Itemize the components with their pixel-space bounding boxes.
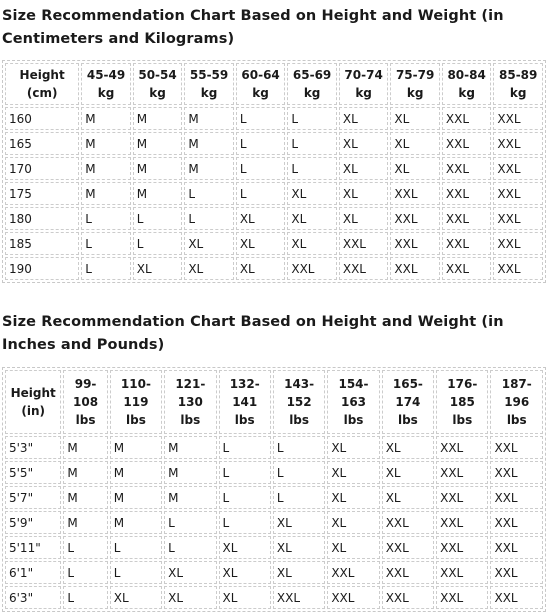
height-cell: 160 xyxy=(5,107,79,130)
weight-column-header: 110-119 lbs xyxy=(110,370,162,434)
height-column-header: Height (cm) xyxy=(5,63,79,105)
size-cell: XXL xyxy=(490,486,543,509)
size-cell: M xyxy=(164,436,216,459)
table-row xyxy=(5,232,543,255)
size-cell: M xyxy=(81,182,131,205)
weight-column-header: 187-196 lbs xyxy=(490,370,543,434)
size-cell: XXL xyxy=(493,182,543,205)
size-cell: XXL xyxy=(442,232,492,255)
size-cell: M xyxy=(164,461,216,484)
height-cell: 5'5" xyxy=(5,461,61,484)
size-cell: XL xyxy=(382,436,434,459)
size-cell: L xyxy=(236,182,286,205)
size-cell: L xyxy=(63,561,107,584)
weight-column-header: 165-174 lbs xyxy=(382,370,434,434)
size-cell: XXL xyxy=(490,461,543,484)
size-cell: XL xyxy=(327,461,379,484)
size-cell: M xyxy=(110,511,162,534)
table-row xyxy=(5,182,543,205)
size-cell: M xyxy=(63,461,107,484)
size-cell: M xyxy=(63,486,107,509)
cm-size-table xyxy=(2,60,546,283)
weight-column-header: 121-130 lbs xyxy=(164,370,216,434)
height-cell: 5'7" xyxy=(5,486,61,509)
size-cell: XXL xyxy=(490,536,543,559)
size-cell: M xyxy=(133,107,183,130)
size-cell: L xyxy=(63,586,107,609)
size-cell: XL xyxy=(339,132,389,155)
size-cell: XXL xyxy=(490,586,543,609)
size-cell: XL xyxy=(236,257,286,280)
size-cell: XXL xyxy=(442,157,492,180)
size-cell: M xyxy=(184,132,234,155)
size-cell: M xyxy=(110,486,162,509)
size-cell: L xyxy=(133,232,183,255)
size-cell: M xyxy=(164,486,216,509)
size-cell: XXL xyxy=(287,257,337,280)
size-cell: M xyxy=(81,157,131,180)
table-row xyxy=(5,157,543,180)
size-cell: XL xyxy=(327,511,379,534)
weight-column-header: 60-64 kg xyxy=(236,63,286,105)
size-cell: XXL xyxy=(339,257,389,280)
size-cell: L xyxy=(110,536,162,559)
height-cell: 175 xyxy=(5,182,79,205)
size-cell: M xyxy=(184,107,234,130)
size-cell: XXL xyxy=(382,511,434,534)
size-cell: XXL xyxy=(436,461,488,484)
size-cell: L xyxy=(236,157,286,180)
size-cell: XXL xyxy=(442,107,492,130)
table-row xyxy=(5,257,543,280)
size-cell: XXL xyxy=(382,586,434,609)
size-cell: L xyxy=(219,461,271,484)
size-cell: XXL xyxy=(390,207,440,230)
weight-column-header: 50-54 kg xyxy=(133,63,183,105)
size-cell: XL xyxy=(382,486,434,509)
size-cell: XL xyxy=(184,257,234,280)
size-cell: L xyxy=(110,561,162,584)
table-row xyxy=(5,561,543,584)
size-cell: XXL xyxy=(436,486,488,509)
size-cell: L xyxy=(236,132,286,155)
height-cell: 190 xyxy=(5,257,79,280)
height-cell: 185 xyxy=(5,232,79,255)
size-cell: XL xyxy=(219,536,271,559)
size-cell: XL xyxy=(236,232,286,255)
size-cell: XXL xyxy=(390,257,440,280)
size-cell: XL xyxy=(219,586,271,609)
size-cell: L xyxy=(164,536,216,559)
size-cell: XL xyxy=(287,232,337,255)
size-cell: XXL xyxy=(442,132,492,155)
size-cell: M xyxy=(63,511,107,534)
table-row xyxy=(5,132,543,155)
size-cell: XL xyxy=(219,561,271,584)
weight-column-header: 65-69 kg xyxy=(287,63,337,105)
size-cell: XL xyxy=(287,182,337,205)
height-cell: 5'9" xyxy=(5,511,61,534)
size-cell: XXL xyxy=(273,586,325,609)
table-row xyxy=(5,511,543,534)
size-cell: XXL xyxy=(382,561,434,584)
table-row xyxy=(5,207,543,230)
weight-column-header: 80-84 kg xyxy=(442,63,492,105)
size-cell: L xyxy=(273,486,325,509)
table-row xyxy=(5,536,543,559)
size-cell: XL xyxy=(390,132,440,155)
size-cell: XL xyxy=(339,207,389,230)
size-cell: L xyxy=(81,207,131,230)
size-cell: XL xyxy=(236,207,286,230)
size-cell: XXL xyxy=(493,257,543,280)
weight-column-header: 154-163 lbs xyxy=(327,370,379,434)
size-cell: XL xyxy=(327,486,379,509)
height-cell: 165 xyxy=(5,132,79,155)
size-cell: XXL xyxy=(390,182,440,205)
size-cell: M xyxy=(63,436,107,459)
size-cell: XXL xyxy=(442,257,492,280)
size-cell: XXL xyxy=(493,207,543,230)
size-cell: M xyxy=(81,107,131,130)
size-cell: XXL xyxy=(490,561,543,584)
table-row xyxy=(5,586,543,609)
size-cell: XXL xyxy=(493,107,543,130)
size-cell: L xyxy=(273,461,325,484)
table-row xyxy=(5,107,543,130)
weight-column-header: 99-108 lbs xyxy=(63,370,107,434)
size-cell: L xyxy=(184,182,234,205)
size-cell: XXL xyxy=(490,436,543,459)
height-cell: 6'1" xyxy=(5,561,61,584)
size-cell: XL xyxy=(339,107,389,130)
size-cell: XL xyxy=(382,461,434,484)
height-column-header: Height (in) xyxy=(5,370,61,434)
size-cell: M xyxy=(133,182,183,205)
size-cell: XL xyxy=(327,536,379,559)
size-cell: XXL xyxy=(436,536,488,559)
weight-column-header: 70-74 kg xyxy=(339,63,389,105)
size-cell: M xyxy=(133,132,183,155)
height-cell: 5'11" xyxy=(5,536,61,559)
size-cell: L xyxy=(81,257,131,280)
size-cell: XXL xyxy=(442,182,492,205)
table-header-row xyxy=(5,370,543,434)
weight-column-header: 143-152 lbs xyxy=(273,370,325,434)
size-cell: L xyxy=(63,536,107,559)
table-row xyxy=(5,436,543,459)
size-cell: L xyxy=(273,436,325,459)
size-cell: L xyxy=(287,157,337,180)
in-chart-title: Size Recommendation Chart Based on Height and Weight (in Inches and Pounds) xyxy=(2,314,504,353)
size-cell: XXL xyxy=(436,511,488,534)
height-cell: 180 xyxy=(5,207,79,230)
size-cell: XXL xyxy=(493,132,543,155)
size-cell: L xyxy=(219,436,271,459)
size-cell: L xyxy=(287,107,337,130)
size-cell: M xyxy=(110,436,162,459)
size-cell: M xyxy=(110,461,162,484)
size-cell: L xyxy=(219,511,271,534)
size-cell: XXL xyxy=(493,157,543,180)
cm-chart-title: Size Recommendation Chart Based on Height and Weight (in Centimeters and Kilograms) xyxy=(2,8,504,47)
size-cell: XL xyxy=(110,586,162,609)
size-cell: L xyxy=(287,132,337,155)
weight-column-header: 45-49 kg xyxy=(81,63,131,105)
table-row xyxy=(5,461,543,484)
size-cell: XL xyxy=(339,157,389,180)
height-cell: 170 xyxy=(5,157,79,180)
size-cell: XL xyxy=(184,232,234,255)
weight-column-header: 75-79 kg xyxy=(390,63,440,105)
height-cell: 5'3" xyxy=(5,436,61,459)
size-cell: XL xyxy=(273,511,325,534)
size-cell: XL xyxy=(164,561,216,584)
size-cell: L xyxy=(236,107,286,130)
size-cell: XXL xyxy=(442,207,492,230)
size-cell: XXL xyxy=(436,561,488,584)
size-cell: L xyxy=(133,207,183,230)
size-cell: XXL xyxy=(490,511,543,534)
size-cell: XXL xyxy=(327,561,379,584)
table-header-row xyxy=(5,63,543,105)
size-cell: XL xyxy=(164,586,216,609)
weight-column-header: 176-185 lbs xyxy=(436,370,488,434)
size-cell: XXL xyxy=(339,232,389,255)
size-cell: L xyxy=(184,207,234,230)
size-cell: XL xyxy=(390,157,440,180)
size-cell: XL xyxy=(273,536,325,559)
size-cell: XXL xyxy=(493,232,543,255)
size-cell: XXL xyxy=(327,586,379,609)
size-cell: L xyxy=(164,511,216,534)
size-cell: XL xyxy=(133,257,183,280)
weight-column-header: 55-59 kg xyxy=(184,63,234,105)
weight-column-header: 85-89 kg xyxy=(493,63,543,105)
size-cell: XXL xyxy=(382,536,434,559)
size-cell: XL xyxy=(390,107,440,130)
table-row xyxy=(5,486,543,509)
size-cell: XXL xyxy=(436,436,488,459)
size-cell: M xyxy=(133,157,183,180)
height-cell: 6'3" xyxy=(5,586,61,609)
size-cell: XL xyxy=(287,207,337,230)
size-cell: XXL xyxy=(436,586,488,609)
weight-column-header: 132-141 lbs xyxy=(219,370,271,434)
size-cell: M xyxy=(81,132,131,155)
size-cell: XL xyxy=(339,182,389,205)
size-cell: XL xyxy=(327,436,379,459)
size-cell: XL xyxy=(273,561,325,584)
size-cell: XXL xyxy=(390,232,440,255)
in-size-table xyxy=(2,367,546,612)
size-cell: L xyxy=(81,232,131,255)
size-cell: L xyxy=(219,486,271,509)
size-cell: M xyxy=(184,157,234,180)
